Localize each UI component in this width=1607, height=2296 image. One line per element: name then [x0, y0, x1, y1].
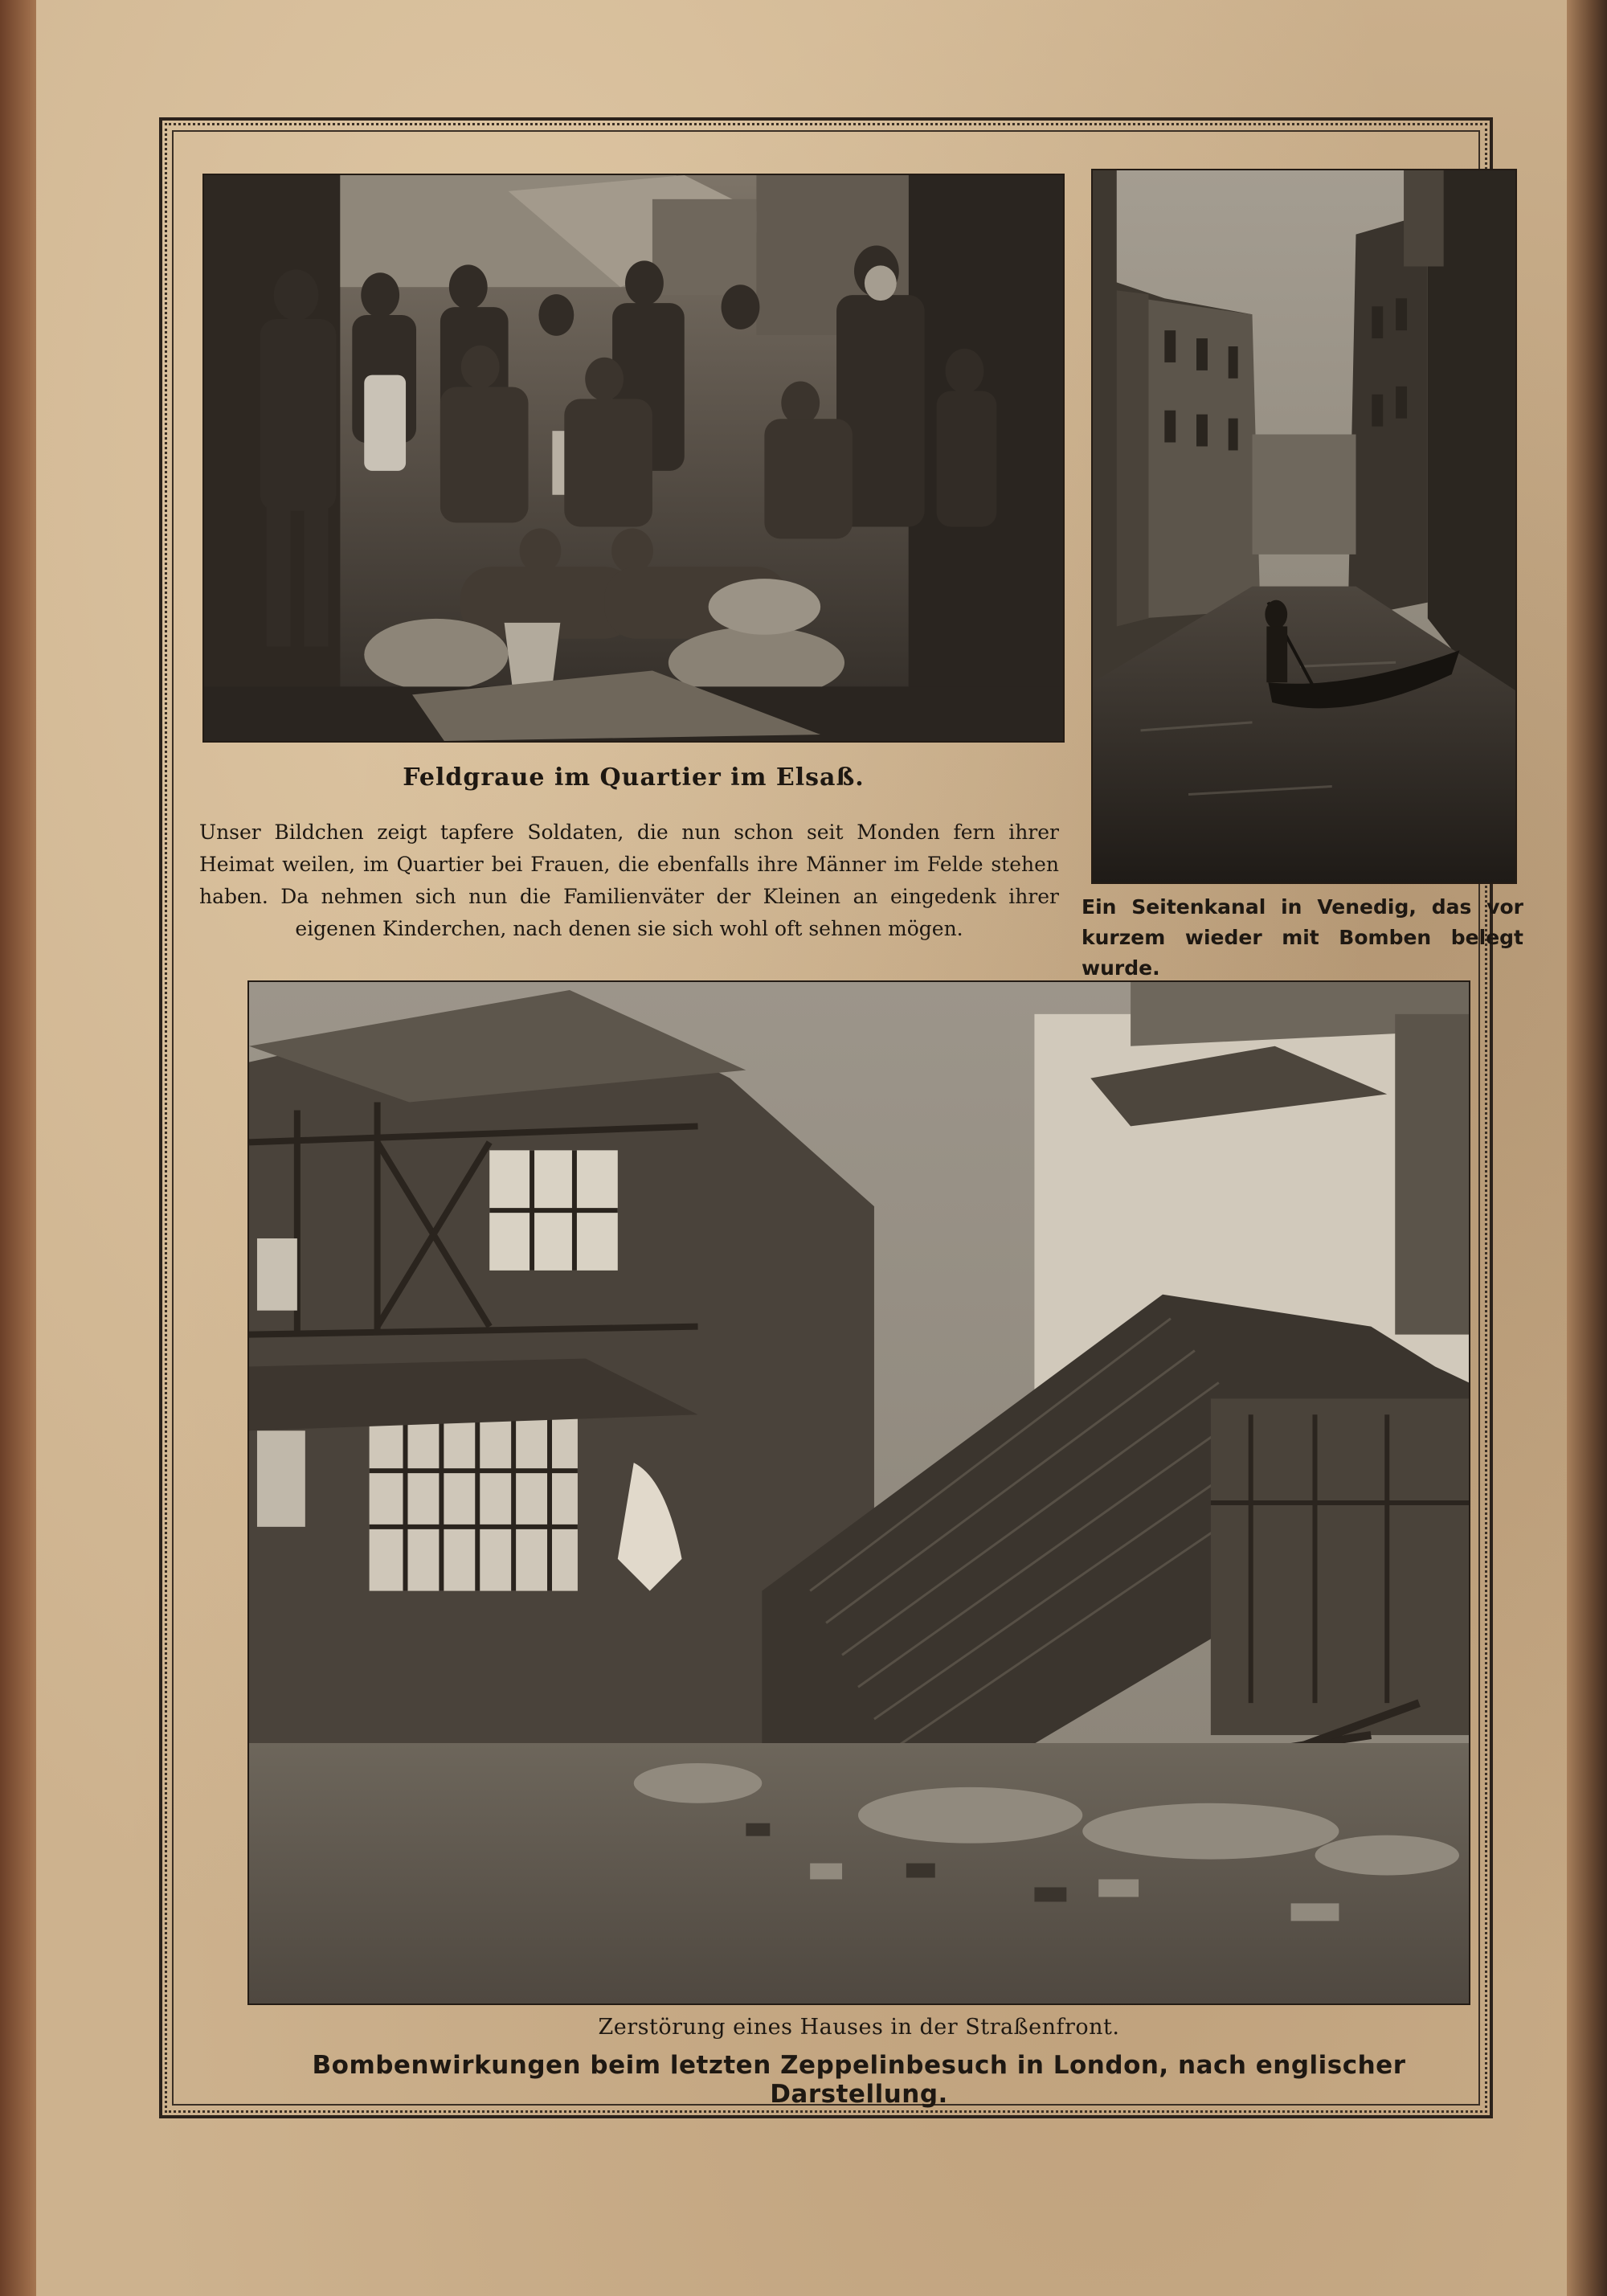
soldiers-photo-title: Feldgraue im Quartier im Elsaß.	[403, 763, 865, 792]
venice-canal-photo	[1091, 169, 1517, 884]
venice-photo-caption: Ein Seitenkanal in Venedig, das vor kurzem wieder mit Bomben belegt wurde.	[1082, 895, 1523, 980]
scan-edge-right	[1567, 0, 1607, 2296]
soldiers-photo-caption: Unser Bildchen zeigt tapfere Soldaten, die nun schon seit Monden fern ihrer Heimat weilen, im Quartier bei Frauen, die ebenfalls ihre Männer im Felde stehen haben. Da nehmen sich nun die Familienväter der Kleinen an eingedenk ihrer eigenen Kinderchen, nach denen sie sich wohl oft sehnen mögen.	[199, 821, 1059, 940]
bomb-damage-photo	[247, 980, 1470, 2005]
bomb-photo-subcaption: Zerstörung eines Hauses in der Straßenfront.	[598, 2015, 1120, 2040]
soldiers-photo	[202, 174, 1065, 743]
bomb-photo-title: Bombenwirkungen beim letzten Zeppelinbesuch in London, nach englischer Darstellung.	[312, 2051, 1406, 2109]
